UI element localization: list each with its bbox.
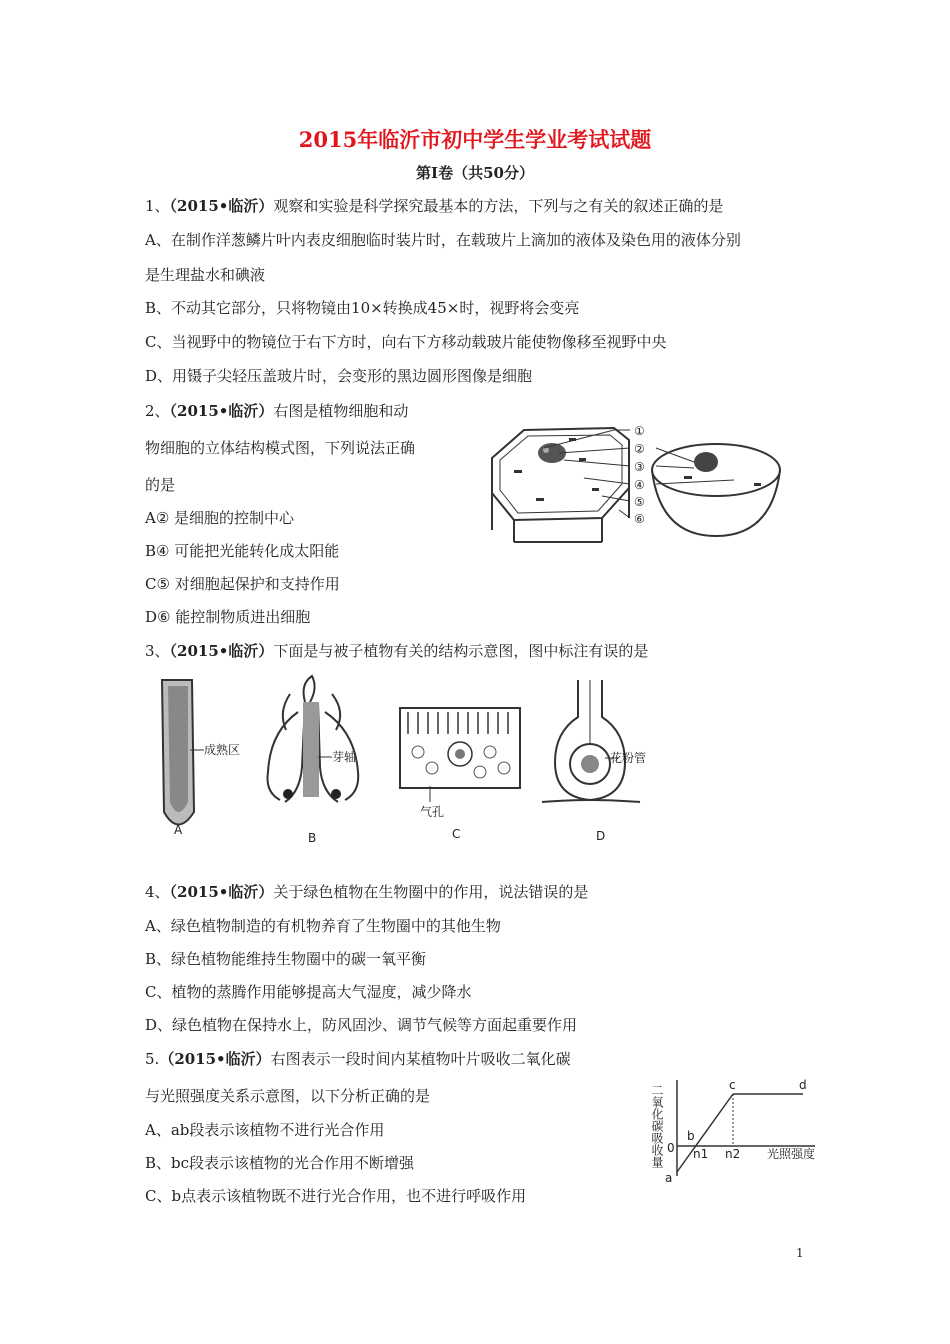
label-pollen-tube: 花粉管 [610, 751, 647, 765]
q1-stem [145, 196, 723, 216]
tick-n1: n1 [693, 1147, 709, 1161]
q4-option-b: B、绿色植物能维持生物圈中的碳一氧平衡 [145, 950, 427, 968]
q4-source: （2015•临沂） [169, 883, 274, 901]
cell-structure-figure [484, 418, 784, 546]
animal-nucleus [694, 452, 718, 472]
q4-option-c: C、植物的蒸腾作用能够提高大气湿度，减少降水 [145, 983, 472, 1001]
q2-stem [145, 401, 408, 421]
letter-c: C [452, 827, 461, 841]
root-tip-diagram [162, 680, 204, 825]
q5-option-c: C、b点表示该植物既不进行光合作用，也不进行呼吸作用 [145, 1187, 527, 1205]
letter-d: D [596, 829, 606, 843]
q2-number: 2、 [145, 402, 170, 420]
letter-a: A [174, 823, 183, 837]
q5-stem-line-2: 与光照强度关系示意图，以下分析正确的是 [145, 1087, 431, 1105]
q5-stem-text-1: 右图表示一段时间内某植物叶片吸收二氧化碳 [270, 1050, 571, 1068]
q2-stem-line-2: 物细胞的立体结构模式图，下列说法正确 [145, 439, 416, 457]
q1-source: （2015•临沂） [169, 197, 274, 215]
cell-number-labels [634, 424, 645, 526]
label-3: ③ [634, 460, 645, 474]
leaf-section-diagram [400, 708, 520, 802]
q1-option-a-cont: 是生理盐水和碘液 [145, 266, 266, 284]
letter-b: B [308, 831, 317, 845]
q1-option-c: C、当视野中的物镜位于右下方时，向右下方移动载玻片能使物像移至视野中央 [145, 333, 667, 351]
q2-option-b: B④ 可能把光能转化成太阳能 [145, 542, 340, 560]
tick-n2: n2 [725, 1147, 741, 1161]
q5-option-b: B、bc段表示该植物的光合作用不断增强 [145, 1154, 415, 1172]
q5-stem [145, 1049, 571, 1069]
q4-number: 4、 [145, 883, 170, 901]
co2-light-graph [650, 1076, 820, 1186]
q5-option-a: A、ab段表示该植物不进行光合作用 [145, 1121, 385, 1139]
q4-option-a: A、绿色植物制造的有机物养育了生物圈中的其他生物 [145, 917, 501, 935]
q2-option-d: D⑥ 能控制物质进出细胞 [145, 608, 311, 626]
point-c: c [729, 1078, 736, 1092]
graph-xlabel: 光照强度 [767, 1147, 816, 1161]
page-number: 1 [796, 1246, 804, 1260]
graph-ylabel: 二氧化碳吸收量 [650, 1084, 664, 1168]
q2-option-c: C⑤ 对细胞起保护和支持作用 [145, 575, 340, 593]
exam-title: 2015年临沂市初中学生学业考试试题 [298, 127, 652, 152]
q2-option-a: A② 是细胞的控制中心 [145, 509, 295, 527]
q2-source: （2015•临沂） [169, 402, 274, 420]
q3-source: （2015•临沂） [169, 642, 274, 660]
graph-origin: 0 [667, 1141, 675, 1155]
q2-stem-text-1: 右图是植物细胞和动 [273, 402, 409, 420]
q1-stem-text: 观察和实验是科学探究最基本的方法，下列与之有关的叙述正确的是 [273, 197, 724, 215]
label-stomata: 气孔 [420, 805, 445, 819]
q3-stem-text: 下面是与被子植物有关的结构示意图，图中标注有误的是 [273, 642, 649, 660]
q1-option-b: B、不动其它部分，只将物镜由10×转换成45×时，视野将会变亮 [145, 299, 580, 317]
point-a: a [665, 1171, 673, 1185]
label-bud-axis: 芽轴 [332, 750, 357, 764]
q4-stem-text: 关于绿色植物在生物圈中的作用，说法错误的是 [273, 883, 589, 901]
point-d: d [799, 1078, 807, 1092]
label-6: ⑥ [634, 512, 645, 526]
q3-stem [145, 641, 648, 661]
q1-option-d: D、用镊子尖轻压盖玻片时，会变形的黑边圆形图像是细胞 [145, 367, 533, 385]
label-5: ⑤ [634, 495, 645, 509]
q3-number: 3、 [145, 642, 170, 660]
label-2: ② [634, 442, 645, 456]
q4-option-d: D、绿色植物在保持水上，防风固沙、调节气候等方面起重要作用 [145, 1016, 578, 1034]
point-b: b [687, 1129, 695, 1143]
q2-stem-line-3: 的是 [145, 476, 176, 494]
label-mature-zone: 成熟区 [204, 743, 241, 757]
q4-stem [145, 882, 588, 902]
plant-structures-figure [150, 672, 650, 847]
q5-number: 5. [145, 1050, 160, 1068]
ovary-diagram [542, 680, 640, 802]
q1-number: 1、 [145, 197, 170, 215]
q1-option-a: A、在制作洋葱鳞片叶内表皮细胞临时装片时，在载玻片上滴加的液体及染色用的液体分别 [145, 231, 741, 249]
label-1: ① [634, 424, 645, 438]
q5-source: （2015•临沂） [159, 1050, 271, 1068]
section-title: 第Ⅰ卷（共50分） [416, 164, 534, 182]
label-4: ④ [634, 478, 645, 492]
